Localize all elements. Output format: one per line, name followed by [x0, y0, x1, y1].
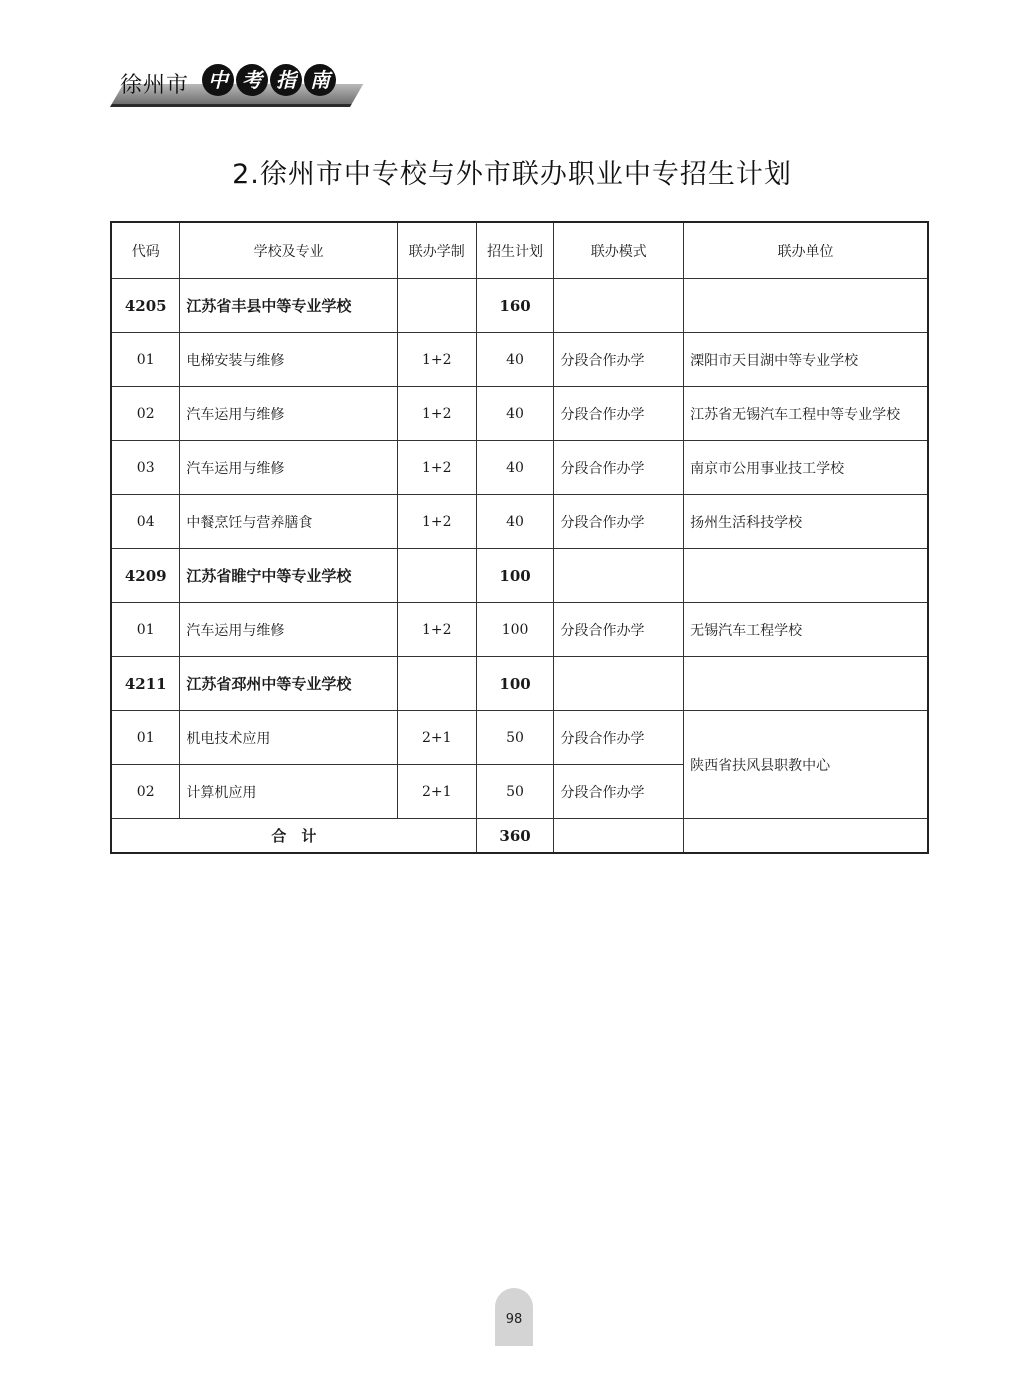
major-plan: 50 — [476, 765, 554, 819]
empty-cell — [554, 549, 684, 603]
major-system: 1+2 — [397, 441, 476, 495]
major-system: 1+2 — [397, 333, 476, 387]
major-name: 汽车运用与维修 — [180, 441, 397, 495]
major-row — [111, 603, 928, 657]
major-row — [111, 441, 928, 495]
banner-city: 徐州市 — [120, 73, 190, 98]
major-mode: 分段合作办学 — [554, 441, 684, 495]
major-name: 计算机应用 — [180, 765, 397, 819]
school-row — [111, 279, 928, 333]
major-plan: 40 — [476, 387, 554, 441]
banner-char-1: 中 — [202, 64, 234, 96]
major-plan: 40 — [476, 441, 554, 495]
major-code: 01 — [111, 333, 180, 387]
empty-cell — [684, 657, 928, 711]
empty-cell — [397, 549, 476, 603]
header-banner — [110, 60, 355, 108]
major-system: 2+1 — [397, 765, 476, 819]
major-code: 01 — [111, 711, 180, 765]
major-plan: 100 — [476, 603, 554, 657]
empty-cell — [554, 279, 684, 333]
empty-cell — [554, 819, 684, 854]
major-mode: 分段合作办学 — [554, 333, 684, 387]
major-row — [111, 387, 928, 441]
major-partner: 扬州生活科技学校 — [684, 495, 928, 549]
major-row — [111, 711, 928, 765]
major-name: 中餐烹饪与营养膳食 — [180, 495, 397, 549]
major-code: 02 — [111, 765, 180, 819]
shared-partner: 陕西省扶风县职教中心 — [684, 711, 928, 819]
col-header-mode: 联办模式 — [554, 222, 684, 279]
page-title: 2.徐州市中专校与外市联办职业中专招生计划 — [232, 159, 792, 190]
major-name: 机电技术应用 — [180, 711, 397, 765]
major-system: 1+2 — [397, 495, 476, 549]
major-system: 1+2 — [397, 387, 476, 441]
major-partner: 江苏省无锡汽车工程中等专业学校 — [684, 387, 928, 441]
major-plan: 50 — [476, 711, 554, 765]
school-plan: 100 — [476, 549, 554, 603]
col-header-partner: 联办单位 — [684, 222, 928, 279]
major-code: 02 — [111, 387, 180, 441]
total-row — [111, 819, 928, 854]
school-name: 江苏省睢宁中等专业学校 — [180, 549, 397, 603]
major-name: 电梯安装与维修 — [180, 333, 397, 387]
major-name: 汽车运用与维修 — [180, 387, 397, 441]
col-header-school: 学校及专业 — [180, 222, 397, 279]
total-label: 合 计 — [111, 819, 476, 854]
major-mode: 分段合作办学 — [554, 603, 684, 657]
school-row — [111, 549, 928, 603]
banner-char-3: 指 — [270, 64, 302, 96]
school-name: 江苏省丰县中等专业学校 — [180, 279, 397, 333]
school-code: 4211 — [111, 657, 180, 711]
major-plan: 40 — [476, 495, 554, 549]
school-code: 4205 — [111, 279, 180, 333]
major-code: 01 — [111, 603, 180, 657]
empty-cell — [554, 657, 684, 711]
major-code: 04 — [111, 495, 180, 549]
col-header-plan: 招生计划 — [476, 222, 554, 279]
banner-char-2: 考 — [236, 64, 268, 96]
school-row — [111, 657, 928, 711]
major-partner: 溧阳市天目湖中等专业学校 — [684, 333, 928, 387]
major-row — [111, 333, 928, 387]
major-code: 03 — [111, 441, 180, 495]
school-plan: 160 — [476, 279, 554, 333]
col-header-code: 代码 — [111, 222, 180, 279]
school-plan: 100 — [476, 657, 554, 711]
major-plan: 40 — [476, 333, 554, 387]
page-number: 98 — [495, 1288, 533, 1346]
major-mode: 分段合作办学 — [554, 765, 684, 819]
school-code: 4209 — [111, 549, 180, 603]
major-system: 1+2 — [397, 603, 476, 657]
major-name: 汽车运用与维修 — [180, 603, 397, 657]
banner-char-4: 南 — [304, 64, 336, 96]
major-system: 2+1 — [397, 711, 476, 765]
school-name: 江苏省邳州中等专业学校 — [180, 657, 397, 711]
col-header-system: 联办学制 — [397, 222, 476, 279]
total-plan: 360 — [476, 819, 554, 854]
major-row — [111, 495, 928, 549]
empty-cell — [684, 279, 928, 333]
major-partner: 南京市公用事业技工学校 — [684, 441, 928, 495]
empty-cell — [684, 819, 928, 854]
major-mode: 分段合作办学 — [554, 711, 684, 765]
enrollment-table — [110, 221, 929, 854]
empty-cell — [397, 657, 476, 711]
major-partner: 无锡汽车工程学校 — [684, 603, 928, 657]
table-header-row — [111, 222, 928, 279]
major-mode: 分段合作办学 — [554, 387, 684, 441]
empty-cell — [684, 549, 928, 603]
major-mode: 分段合作办学 — [554, 495, 684, 549]
empty-cell — [397, 279, 476, 333]
